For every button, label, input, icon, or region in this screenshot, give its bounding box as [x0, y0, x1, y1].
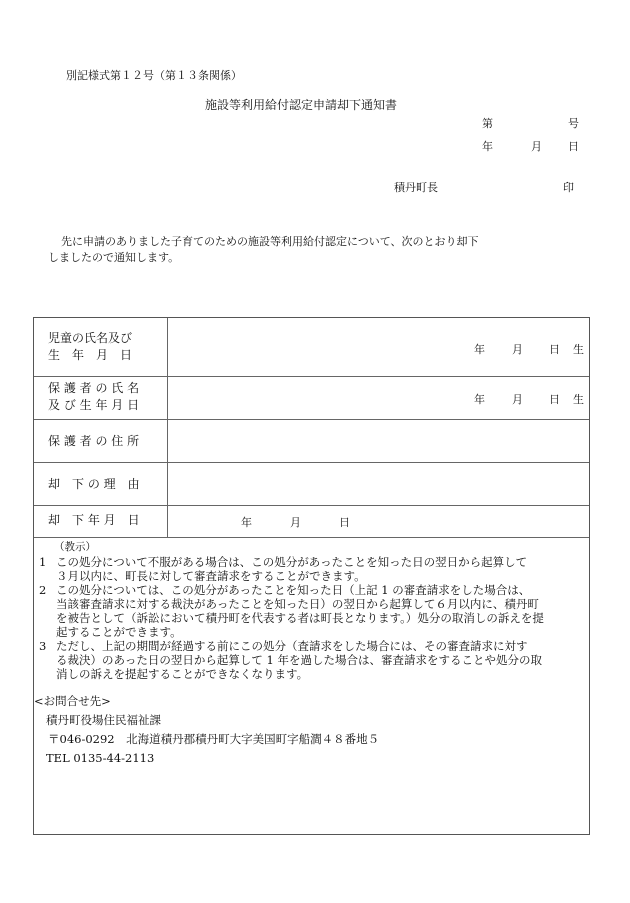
guardian-label-line-2: 及 び 生 年 月 日 — [48, 398, 140, 412]
number-prefix: 第 — [482, 117, 493, 130]
body-text-line-1: 先に申請のありました子育てのための施設等利用給付認定について、次のとおり却下 — [61, 235, 479, 248]
date-year: 年 — [482, 140, 493, 153]
instruction-3-number: 3 — [39, 639, 47, 653]
body-text-line-2: しましたので通知します。 — [48, 251, 180, 264]
instruction-2-line-3: を被告として（訴訟において積丹町を代表する者は町長となります。）処分の取消しの訴えを提 — [56, 611, 544, 625]
rejection-date-year: 年 — [241, 516, 252, 529]
guardian-birth-year: 年 — [474, 393, 485, 406]
contact-heading: <お問合せ先> — [34, 694, 111, 708]
date-day: 日 — [568, 140, 579, 153]
notice-table — [33, 317, 590, 835]
contact-tel: TEL 0135-44-2113 — [46, 751, 155, 765]
guardian-birth-suffix: 生 — [573, 393, 584, 406]
document-title: 施設等利用給付認定申請却下通知書 — [205, 98, 398, 112]
instructions-heading: （教示） — [54, 541, 96, 553]
child-birth-month: 月 — [512, 343, 523, 356]
rejection-date-label: 却 下 年 月 日 — [48, 513, 140, 527]
row-divider — [34, 537, 589, 538]
form-number: 別記様式第１２号（第１３条関係） — [66, 69, 242, 82]
instruction-2-line-1: この処分については、この処分があったことを知った日（上記 1 の審査請求をした場合は、 — [56, 583, 531, 597]
row-divider — [34, 505, 589, 506]
row-divider — [34, 419, 589, 420]
number-suffix: 号 — [568, 117, 579, 130]
instruction-2-line-4: 起することができます。 — [56, 625, 182, 639]
contact-address: 〒046-0292 北海道積丹郡積丹町大字美国町字船澗４８番地５ — [48, 732, 380, 746]
child-birth-suffix: 生 — [573, 343, 584, 356]
rejection-date-day: 日 — [339, 516, 350, 529]
contact-office: 積丹町役場住民福祉課 — [46, 713, 161, 727]
instruction-3-line-2: る裁決）のあった日の翌日から起算して 1 年を過した場合は、審査請求をすることや処分の取 — [56, 653, 543, 667]
address-label: 保 護 者 の 住 所 — [48, 434, 140, 448]
instruction-3-line-1: ただし、上記の期間が経過する前にこの処分（査請求をした場合には、その審査請求に対す — [56, 639, 528, 653]
instruction-1-line-1: この処分について不服がある場合は、この処分があったことを知った日の翌日から起算して — [56, 555, 528, 569]
guardian-label-line-1: 保 護 者 の 氏 名 — [48, 381, 140, 395]
child-label-line-2: 生 年 月 日 — [48, 348, 133, 362]
instruction-1-number: 1 — [39, 555, 47, 569]
row-divider — [34, 462, 589, 463]
instruction-2-number: 2 — [39, 583, 47, 597]
guardian-birth-month: 月 — [512, 393, 523, 406]
date-month: 月 — [531, 140, 542, 153]
child-label-line-1: 児童の氏名及び — [48, 331, 133, 345]
instruction-1-line-2: ３月以内に、町長に対して審査請求をすることができます。 — [56, 569, 366, 583]
reason-label: 却 下 の 理 由 — [48, 477, 140, 491]
child-birth-day: 日 — [549, 343, 560, 356]
issuer-name: 積丹町長 — [394, 181, 438, 194]
issuer-seal: 印 — [563, 181, 574, 194]
rejection-date-month: 月 — [290, 516, 301, 529]
instruction-2-line-2: 当該審査請求に対する裁決があったことを知った日）の翌日から起算して６月以内に、積丹町 — [56, 597, 539, 611]
instruction-3-line-3: 消しの訴えを提起することができなくなります。 — [56, 667, 309, 681]
child-birth-year: 年 — [474, 343, 485, 356]
row-divider — [34, 376, 589, 377]
guardian-birth-day: 日 — [549, 393, 560, 406]
